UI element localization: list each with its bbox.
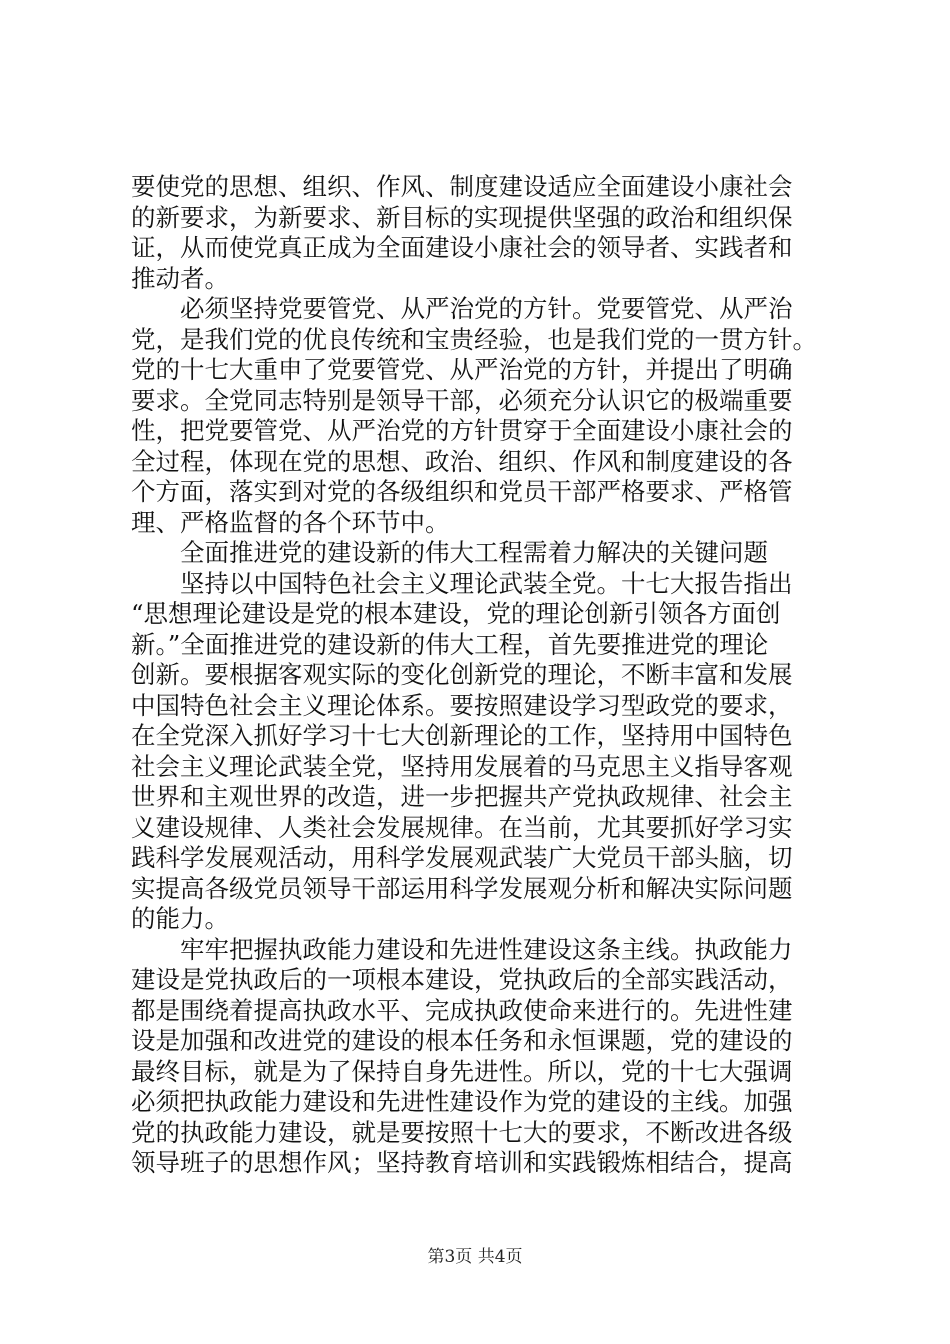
text-line: 创新。要根据客观实际的变化创新党的理论，不断丰富和发展 <box>131 660 793 689</box>
text-line: 新。”全面推进党的建设新的伟大工程，首先要推进党的理论 <box>131 629 769 659</box>
text-line: 证，从而使党真正成为全面建设小康社会的领导者、实践者和 <box>131 233 793 262</box>
text-line: 坚持以中国特色社会主义理论武装全党。十七大报告指出 <box>131 568 793 598</box>
text-line: 全过程，体现在党的思想、政治、组织、作风和制度建设的各 <box>131 446 793 476</box>
text-line: 牢牢把握执政能力建设和先进性建设这条主线。执政能力 <box>131 934 793 964</box>
text-line: 党，是我们党的优良传统和宝贵经验，也是我们党的一贯方针。 <box>131 324 817 354</box>
text-line: 社会主义理论武装全党，坚持用发展着的马克思主义指导客观 <box>131 751 793 781</box>
text-line: 必须把执政能力建设和先进性建设作为党的建设的主线。加强 <box>131 1087 793 1116</box>
text-line: 实提高各级党员领导干部运用科学发展观分析和解决实际问题 <box>131 873 793 903</box>
text-line: 的能力。 <box>131 904 229 933</box>
page-number-footer: 第3页 共4页 <box>427 1247 523 1267</box>
text-line: 党的执政能力建设，就是要按照十七大的要求，不断改进各级 <box>131 1117 793 1147</box>
text-line: “思想理论建设是党的根本建设，党的理论创新引领各方面创 <box>131 599 781 628</box>
document-body <box>131 172 831 1179</box>
text-line: 设是加强和改进党的建设的根本任务和永恒课题，党的建设的 <box>131 1026 793 1055</box>
text-line: 推动者。 <box>131 263 229 293</box>
text-line: 要使党的思想、组织、作风、制度建设适应全面建设小康社会 <box>131 172 793 201</box>
text-line: 党的十七大重申了党要管党、从严治党的方针，并提出了明确 <box>131 355 793 384</box>
text-line: 理、严格监督的各个环节中。 <box>131 507 450 537</box>
text-line: 世界和主观世界的改造，进一步把握共产党执政规律、社会主 <box>131 782 793 811</box>
text-line: 中国特色社会主义理论体系。要按照建设学习型政党的要求， <box>131 690 793 720</box>
section-heading: 全面推进党的建设新的伟大工程需着力解决的关键问题 <box>131 538 768 567</box>
text-line: 领导班子的思想作风；坚持教育培训和实践锻炼相结合，提高 <box>131 1148 793 1177</box>
text-line: 个方面，落实到对党的各级组织和党员干部严格要求、严格管 <box>131 477 793 506</box>
text-line: 义建设规律、人类社会发展规律。在当前，尤其要抓好学习实 <box>131 812 793 842</box>
text-line: 必须坚持党要管党、从严治党的方针。党要管党、从严治 <box>131 294 793 323</box>
text-line: 要求。全党同志特别是领导干部，必须充分认识它的极端重要 <box>131 385 793 415</box>
text-line: 的新要求，为新要求、新目标的实现提供坚强的政治和组织保 <box>131 202 793 232</box>
text-line: 践科学发展观活动，用科学发展观武装广大党员干部头脑，切 <box>131 843 793 872</box>
text-line: 都是围绕着提高执政水平、完成执政使命来进行的。先进性建 <box>131 995 793 1025</box>
text-line: 建设是党执政后的一项根本建设，党执政后的全部实践活动， <box>131 965 793 994</box>
text-line: 性，把党要管党、从严治党的方针贯穿于全面建设小康社会的 <box>131 416 793 445</box>
text-line: 在全党深入抓好学习十七大创新理论的工作，坚持用中国特色 <box>131 721 793 750</box>
text-line: 最终目标，就是为了保持自身先进性。所以，党的十七大强调 <box>131 1056 793 1086</box>
